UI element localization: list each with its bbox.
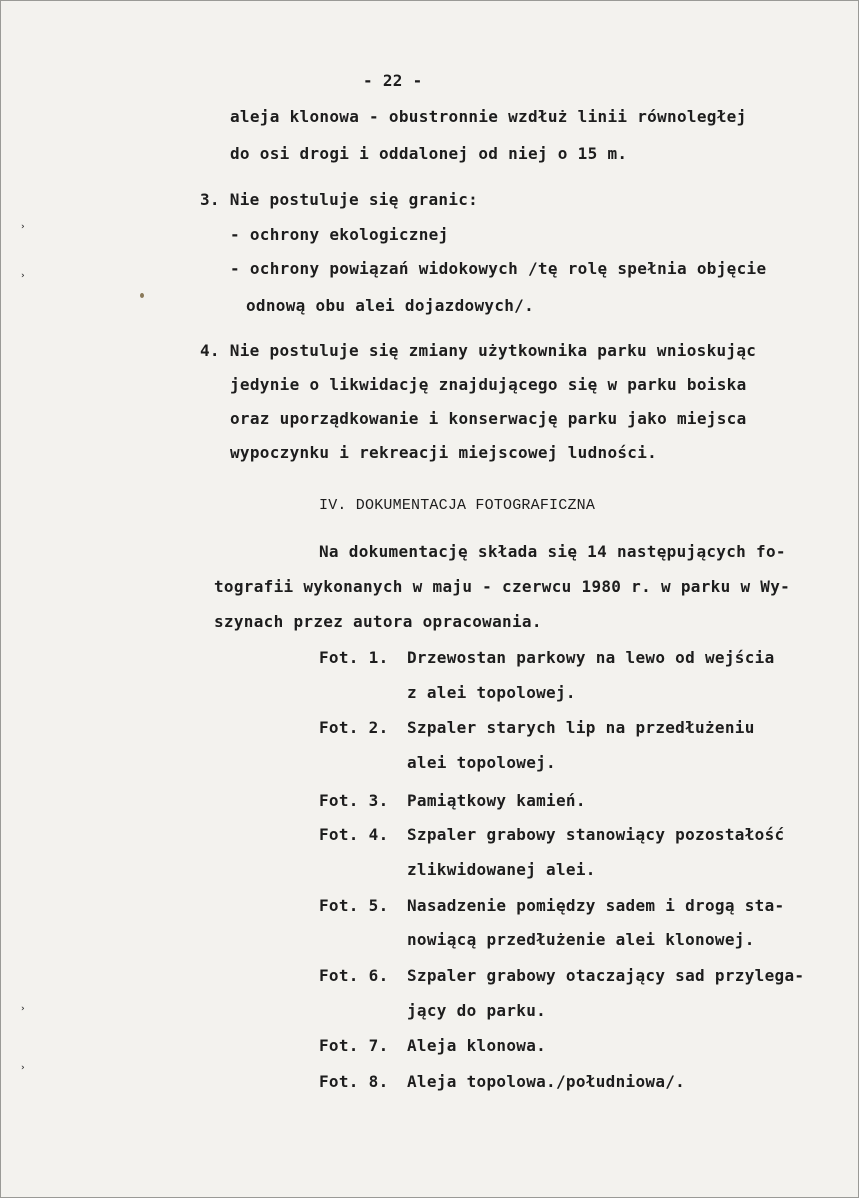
text-line: - ochrony powiązań widokowych /tę rolę spełnia objęcie [230, 259, 767, 278]
photo-caption: Szpaler grabowy otaczający sad przylega- [407, 966, 805, 985]
margin-mark-icon: › [21, 222, 26, 232]
text-line: jedynie o likwidację znajdującego się w parku boiska [230, 375, 747, 394]
photo-caption: Nasadzenie pomiędzy sadem i drogą sta- [407, 896, 785, 915]
text-line: wypoczynku i rekreacji miejscowej ludności. [230, 443, 658, 462]
margin-mark-icon: › [21, 1004, 26, 1014]
intro-line: Na dokumentację składa się 14 następujących fo- [319, 542, 786, 561]
photo-label: Fot. 7. [319, 1036, 389, 1055]
intro-line: tografii wykonanych w maju - czerwcu 1980 r. w parku w Wy- [214, 577, 791, 596]
photo-label: Fot. 5. [319, 896, 389, 915]
text-line: do osi drogi i oddalonej od niej o 15 m. [230, 144, 628, 163]
intro-line: szynach przez autora opracowania. [214, 612, 542, 631]
photo-caption: Pamiątkowy kamień. [407, 791, 586, 810]
photo-caption: nowiącą przedłużenie alei klonowej. [407, 930, 755, 949]
photo-label: Fot. 1. [319, 648, 389, 667]
photo-caption: Szpaler grabowy stanowiący pozostałość [407, 825, 785, 844]
margin-mark-icon: › [21, 271, 26, 281]
photo-caption: Drzewostan parkowy na lewo od wejścia [407, 648, 775, 667]
section-heading: IV. DOKUMENTACJA FOTOGRAFICZNA [319, 497, 596, 514]
photo-caption: Aleja topolowa./południowa/. [407, 1072, 686, 1091]
photo-caption: jący do parku. [407, 1001, 547, 1020]
text-line: oraz uporządkowanie i konserwację parku jako miejsca [230, 409, 747, 428]
photo-caption: alei topolowej. [407, 753, 556, 772]
photo-label: Fot. 8. [319, 1072, 389, 1091]
page-number: - 22 - [363, 71, 423, 90]
photo-label: Fot. 6. [319, 966, 389, 985]
photo-caption: zlikwidowanej alei. [407, 860, 596, 879]
photo-label: Fot. 3. [319, 791, 389, 810]
ink-speck-icon [140, 293, 144, 298]
photo-caption: Aleja klonowa. [407, 1036, 547, 1055]
photo-caption: Szpaler starych lip na przedłużeniu [407, 718, 755, 737]
margin-mark-icon: › [21, 1063, 26, 1073]
list-item-4: 4. Nie postuluje się zmiany użytkownika parku wnioskując [200, 341, 757, 360]
photo-label: Fot. 2. [319, 718, 389, 737]
text-line: aleja klonowa - obustronnie wzdłuż linii równoległej [230, 107, 747, 126]
text-line: odnową obu alei dojazdowych/. [246, 296, 535, 315]
text-line: - ochrony ekologicznej [230, 225, 449, 244]
list-item-3: 3. Nie postuluje się granic: [200, 190, 479, 209]
photo-label: Fot. 4. [319, 825, 389, 844]
photo-caption: z alei topolowej. [407, 683, 576, 702]
